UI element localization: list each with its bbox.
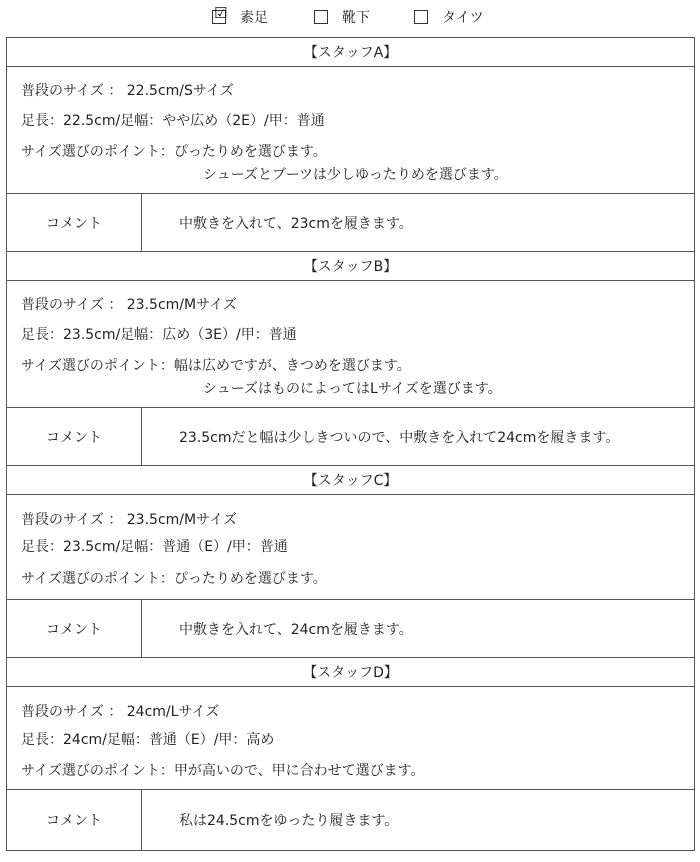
option-tights[interactable] <box>414 7 484 27</box>
staff-size-table <box>6 37 695 851</box>
comment-row <box>7 194 694 252</box>
comment-label: コメント <box>7 790 142 850</box>
staff-header: 【スタッフD】 <box>7 658 694 687</box>
foot-measurements: 足長：24cm/足幅：普通（E）/甲：高め <box>21 732 275 748</box>
sock-type-selector <box>0 0 700 34</box>
option-socks[interactable] <box>314 7 370 27</box>
check-icon: ☑ <box>214 4 228 22</box>
checkbox-tights[interactable] <box>414 10 428 24</box>
checkbox-socks[interactable] <box>314 10 328 24</box>
checkbox-barefoot[interactable] <box>212 4 228 24</box>
comment-text: 中敷きを入れて、24cmを履きます。 <box>179 621 413 638</box>
staff-info <box>7 281 694 408</box>
usual-size: 普段のサイズ ： 23.5cm/Mサイズ <box>21 297 237 313</box>
option-label: タイツ <box>442 10 484 26</box>
size-point: サイズ選びのポイント：ぴったりめを選びます。 <box>21 144 327 160</box>
foot-measurements: 足長：23.5cm/足幅：広め（3E）/甲：普通 <box>21 327 297 343</box>
option-label: 靴下 <box>342 10 370 26</box>
comment-row <box>7 790 694 850</box>
usual-size: 普段のサイズ ： 24cm/Lサイズ <box>21 704 220 720</box>
comment-row <box>7 408 694 466</box>
size-point-continued: シューズとブーツは少しゆったりめを選びます。 <box>203 167 508 183</box>
staff-info <box>7 687 694 790</box>
comment-label: コメント <box>7 600 142 657</box>
comment-row <box>7 600 694 658</box>
comment-text: 私は24.5cmをゆったり履きます。 <box>179 813 399 829</box>
foot-measurements: 足長：22.5cm/足幅：やや広め（2E）/甲：普通 <box>21 113 325 129</box>
staff-header: 【スタッフB】 <box>7 252 694 281</box>
staff-header: 【スタッフA】 <box>7 38 694 67</box>
staff-info <box>7 67 694 194</box>
size-point: サイズ選びのポイント：甲が高いので、甲に合わせて選びます。 <box>21 763 425 779</box>
option-barefoot[interactable] <box>212 4 268 27</box>
comment-text: 23.5cmだと幅は少しきついので、中敷きを入れて24cmを履きます。 <box>179 429 620 446</box>
foot-measurements: 足長：23.5cm/足幅：普通（E）/甲：普通 <box>21 539 288 555</box>
usual-size: 普段のサイズ ： 23.5cm/Mサイズ <box>21 512 237 528</box>
staff-header: 【スタッフC】 <box>7 466 694 495</box>
size-point-continued: シューズはものによってはLサイズを選びます。 <box>203 381 502 397</box>
usual-size: 普段のサイズ ： 22.5cm/Sサイズ <box>21 83 234 99</box>
staff-info <box>7 495 694 600</box>
comment-label: コメント <box>7 194 142 251</box>
comment-label: コメント <box>7 408 142 465</box>
size-point: サイズ選びのポイント：ぴったりめを選びます。 <box>21 571 327 587</box>
option-label: 素足 <box>240 10 268 26</box>
size-point: サイズ選びのポイント：幅は広めですが、きつめを選びます。 <box>21 358 411 374</box>
comment-text: 中敷きを入れて、23cmを履きます。 <box>179 215 413 232</box>
